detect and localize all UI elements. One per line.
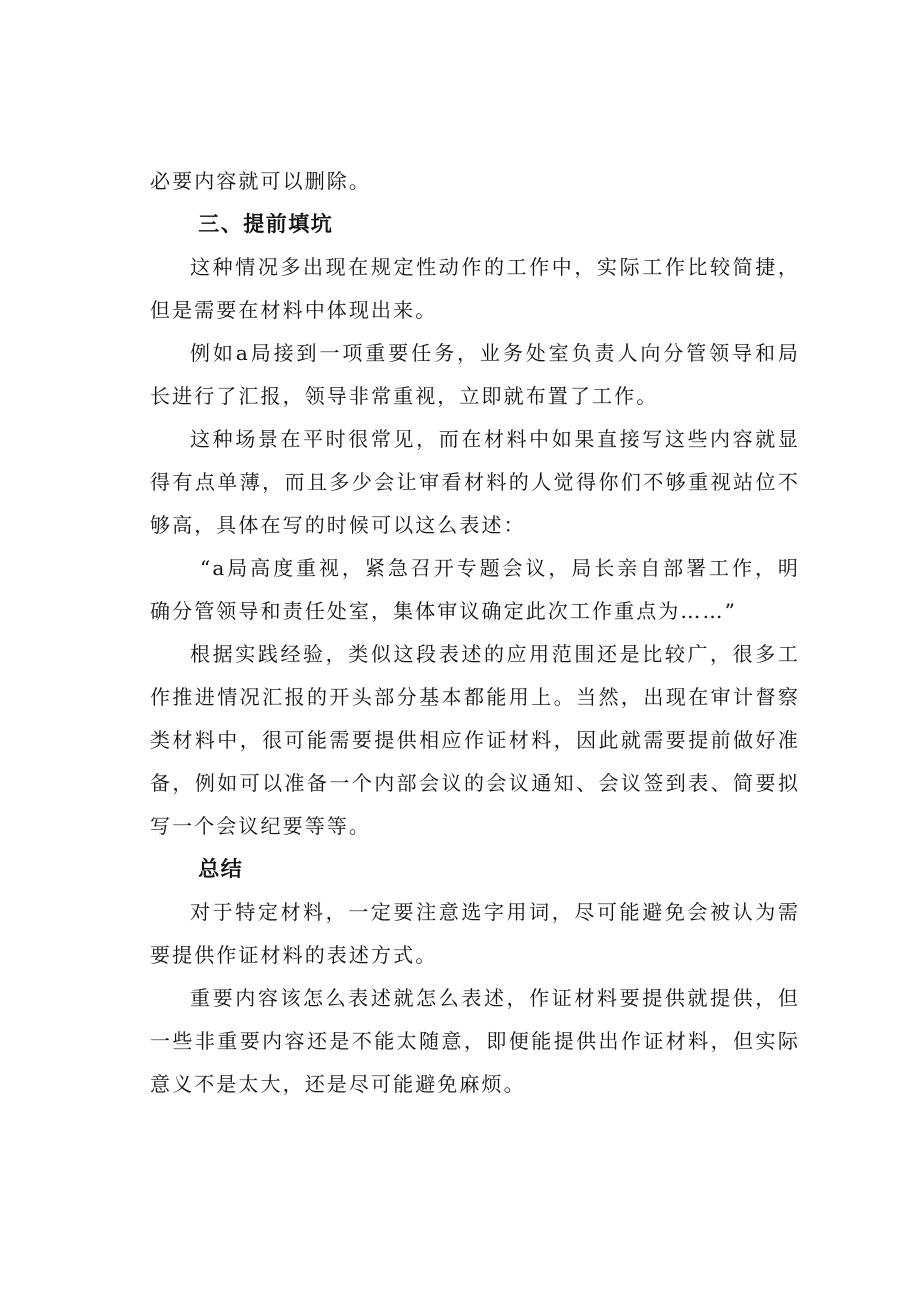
- quoted-example: “a局高度重视，紧急召开专题会议，局长亲自部署工作，明确分管领导和责任处室，集体审议确定此次工作重点为……”: [150, 556, 800, 623]
- section-heading-advance-preparation: 三、提前填坑: [198, 212, 334, 236]
- paragraph: 重要内容该怎么表述就怎么表述，作证材料要提供就提供，但一些非重要内容还是不能太随意，即便能提供出作证材料，但实际意义不是太大，还是尽可能避免麻烦。: [150, 986, 800, 1096]
- paragraph: 这种情况多出现在规定性动作的工作中，实际工作比较简捷，但是需要在材料中体现出来。: [150, 255, 800, 322]
- paragraph: 这种场景在平时很常见，而在材料中如果直接写这些内容就显得有点单薄，而且多少会让审看材料的人觉得你们不够重视站位不够高，具体在写的时候可以这么表述：: [150, 427, 800, 537]
- document-body: [150, 160, 800, 1106]
- paragraph-continuation: 必要内容就可以删除。: [150, 169, 371, 193]
- paragraph: 例如a局接到一项重要任务，业务处室负责人向分管领导和局长进行了汇报，领导非常重视，立即就布置了工作。: [150, 341, 800, 408]
- paragraph: 根据实践经验，类似这段表述的应用范围还是比较广，很多工作推进情况汇报的开头部分基本都能用上。当然，出现在审计督察类材料中，很可能需要提供相应作证材料，因此就需要提前做好准备，例如可以准备一个内部会议的会议通知、会议签到表、简要拟写一个会议纪要等等。: [150, 642, 800, 838]
- section-heading-summary: 总结: [198, 857, 244, 881]
- paragraph: 对于特定材料，一定要注意选字用词，尽可能避免会被认为需要提供作证材料的表述方式。: [150, 900, 800, 967]
